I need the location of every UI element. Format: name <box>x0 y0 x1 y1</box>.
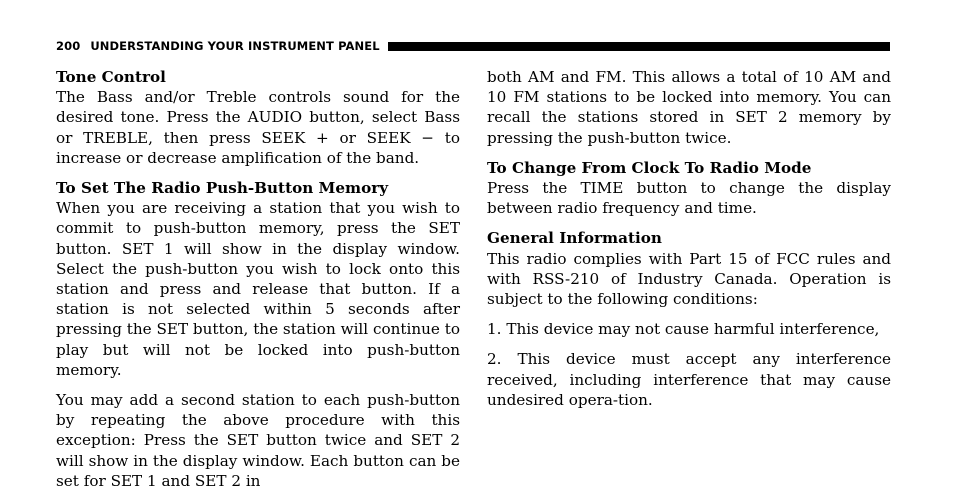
general-info-paragraph: This radio complies with Part 15 of FCC rules and with RSS-210 of Industry Canada. Operation is subject to the following conditions: <box>487 249 891 309</box>
condition-item-2: 2. This device must accept any interference received, including interference that may cause undesired opera-tion. <box>487 350 891 409</box>
continuation-paragraph: both AM and FM. This allows a total of 10 AM and 10 FM stations to be locked into memory. You can recall the stations stored in SET 2 memory by pressing the push-button twice. <box>487 68 891 147</box>
condition-item-1: 1. This device may not cause harmful interference, <box>487 320 880 339</box>
tone-control-heading: Tone Control <box>56 68 166 86</box>
clock-to-radio-paragraph: Press the TIME button to change the display between radio frequency and time. <box>487 179 891 218</box>
header-rule <box>388 42 890 51</box>
general-info-heading: General Information <box>487 229 662 248</box>
section-title: UNDERSTANDING YOUR INSTRUMENT PANEL <box>90 39 380 53</box>
left-column <box>56 67 460 501</box>
tone-control-paragraph: The Bass and/or Treble controls sound for the desired tone. Press the AUDIO button, select Bass or TREBLE, then press SEEK + or SEEK − to increase or decrease amplification of the band. <box>56 88 460 167</box>
radio-memory-heading: To Set The Radio Push-Button Memory <box>56 179 389 198</box>
radio-memory-paragraph-1: When you are receiving a station that you wish to commit to push-button memory, press the SET button. SET 1 will show in the display window. Select the push-button you wish to lock onto this station and press and release that button. If a station is not selected within 5 seconds after pressing the SET button, the station will continue to play but will not be locked into push-button memory. <box>56 199 460 379</box>
page-number: 200 <box>56 39 81 53</box>
right-column <box>487 67 891 420</box>
clock-to-radio-heading: To Change From Clock To Radio Mode <box>487 158 812 177</box>
page-header <box>56 39 890 53</box>
radio-memory-paragraph-2: You may add a second station to each push-button by repeating the above procedure with this exception: Press the SET button twice and SET 2 will show in the display window. Each button can be set for SET 1 and SET 2 in <box>56 391 460 490</box>
